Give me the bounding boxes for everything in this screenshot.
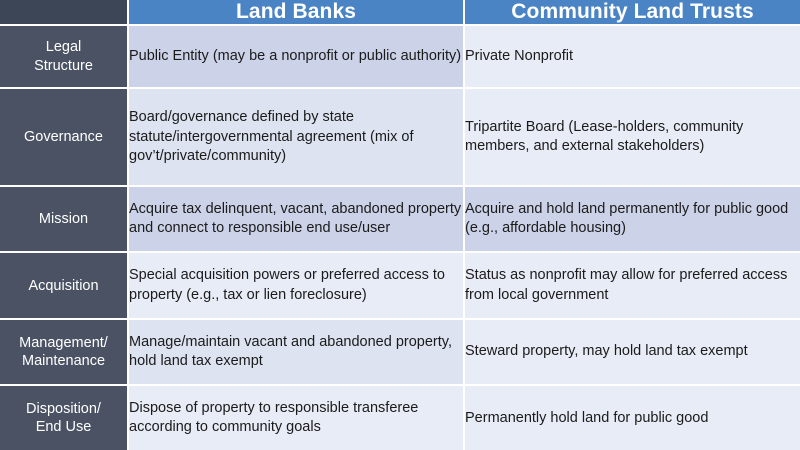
cell-mission-land-banks: Acquire tax delinquent, vacant, abandoned property and connect to responsible end use/user [128, 186, 464, 252]
table-row [0, 319, 800, 385]
row-label-management-maintenance: Management/ Maintenance [0, 319, 128, 385]
row-label-mission: Mission [0, 186, 128, 252]
table-corner-cell [0, 0, 128, 25]
table-header-row [0, 0, 800, 25]
cell-management-land-banks: Manage/maintain vacant and abandoned property, hold land tax exempt [128, 319, 464, 385]
cell-governance-land-banks: Board/governance defined by state statute/intergovernmental agreement (mix of gov’t/private/community) [128, 88, 464, 186]
column-header-community-land-trusts: Community Land Trusts [464, 0, 800, 25]
cell-management-clts: Steward property, may hold land tax exempt [464, 319, 800, 385]
table-row [0, 186, 800, 252]
table-row [0, 88, 800, 186]
cell-disposition-clts: Permanently hold land for public good [464, 385, 800, 450]
table-row [0, 25, 800, 88]
cell-governance-clts: Tripartite Board (Lease-holders, community members, and external stakeholders) [464, 88, 800, 186]
cell-acquisition-land-banks: Special acquisition powers or preferred access to property (e.g., tax or lien foreclosure) [128, 252, 464, 318]
cell-legal-structure-clts: Private Nonprofit [464, 25, 800, 88]
cell-disposition-land-banks: Dispose of property to responsible transferee according to community goals [128, 385, 464, 450]
cell-mission-clts: Acquire and hold land permanently for public good (e.g., affordable housing) [464, 186, 800, 252]
row-label-acquisition: Acquisition [0, 252, 128, 318]
table-row [0, 385, 800, 450]
cell-legal-structure-land-banks: Public Entity (may be a nonprofit or public authority) [128, 25, 464, 88]
table-row [0, 252, 800, 318]
row-label-governance: Governance [0, 88, 128, 186]
cell-acquisition-clts: Status as nonprofit may allow for preferred access from local government [464, 252, 800, 318]
row-label-disposition-end-use: Disposition/ End Use [0, 385, 128, 450]
column-header-land-banks: Land Banks [128, 0, 464, 25]
row-label-legal-structure: Legal Structure [0, 25, 128, 88]
